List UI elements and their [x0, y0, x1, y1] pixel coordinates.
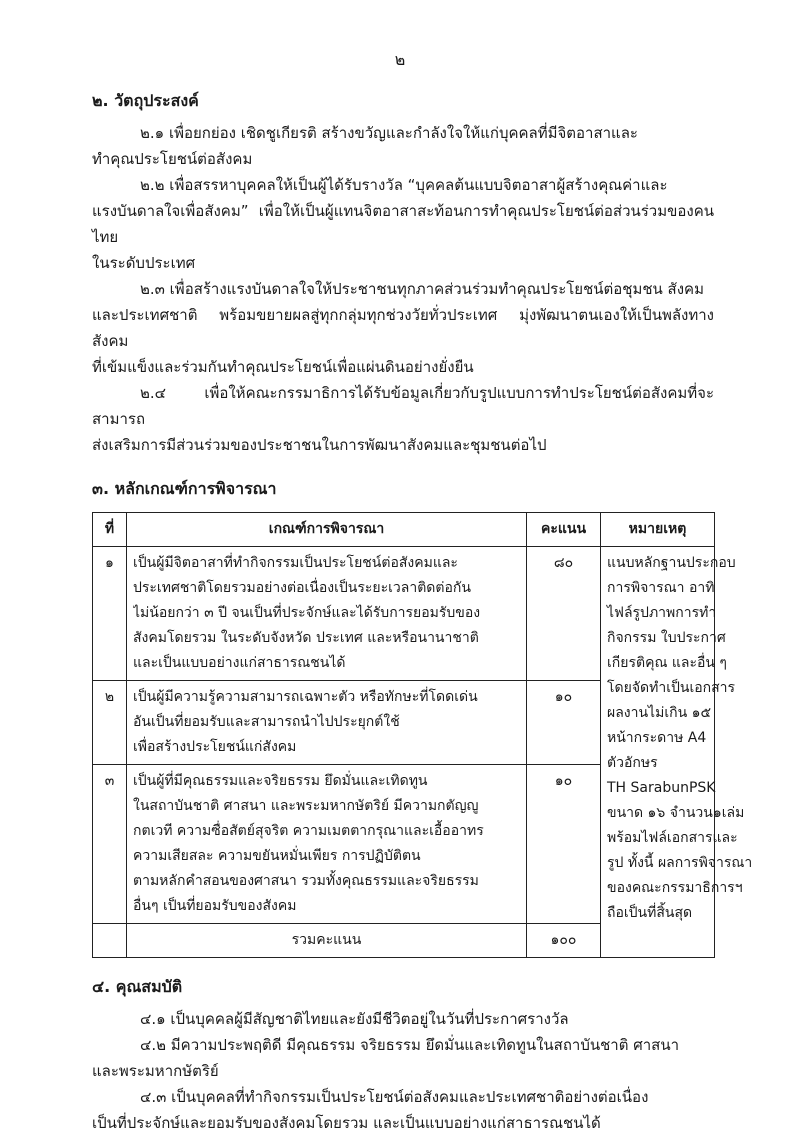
row-criteria: เป็นผู้มีความรู้ความสามารถเฉพาะตัว หรือทักษะที่โดดเด่น อันเป็นที่ยอมรับและสามารถนำไปประยุกต์ใช้ เพื่อสร้างประโยชน์แก่สังคม	[127, 681, 527, 765]
section-heading-objectives: ๒. วัตถุประสงค์	[92, 91, 199, 110]
header-note: หมายเหตุ	[601, 513, 715, 547]
row-score: ๑๐	[527, 765, 601, 924]
row-no: ๒	[93, 681, 127, 765]
criteria-table	[92, 512, 753, 958]
section-heading-qualifications: ๔. คุณสมบัติ	[92, 977, 183, 996]
total-score: ๑๐๐	[527, 924, 601, 958]
objective-2-2: ๒.๒ เพื่อสรรหาบุคคลให้เป็นผู้ได้รับรางวัล “บุคคลต้นแบบจิตอาสาผู้สร้างคุณค่าและ แรงบันดาลใจเพื่อสังคม” เพื่อให้เป็นผู้แทนจิตอาสาสะท้อนการทำคุณประโยชน์ต่อส่วนร่วมของคนไทย ในระดับประเทศ	[92, 176, 714, 272]
document-body	[92, 88, 753, 1136]
qualification-4-1: ๔.๑ เป็นบุคคลผู้มีสัญชาติไทยและยังมีชีวิตอยู่ในวันที่ประกาศรางวัล	[140, 1010, 569, 1028]
section-objectives	[92, 88, 714, 458]
section-heading-criteria: ๓. หลักเกณฑ์การพิจารณา	[92, 479, 277, 498]
total-empty-cell	[93, 924, 127, 958]
section-qualifications	[92, 974, 714, 1136]
page-number: ๒	[394, 50, 406, 69]
qualification-4-3: ๔.๓ เป็นบุคคลที่ทำกิจกรรมเป็นประโยชน์ต่อสังคมและประเทศชาติอย่างต่อเนื่อง เป็นที่ประจักษ์และยอมรับของสังคมโดยรวม และเป็นแบบอย่างแก่สาธารณชนได้	[92, 1088, 649, 1132]
row-score: ๘๐	[527, 547, 601, 681]
table-row	[93, 547, 715, 681]
row-no: ๓	[93, 765, 127, 924]
header-no: ที่	[93, 513, 127, 547]
section-criteria	[92, 476, 753, 958]
total-label: รวมคะแนน	[127, 924, 527, 958]
header-criteria: เกณฑ์การพิจารณา	[127, 513, 527, 547]
row-criteria: เป็นผู้ที่มีคุณธรรมและจริยธรรม ยึดมั่นและเทิดทูน ในสถาบันชาติ ศาสนา และพระมหากษัตริย์ มีความกตัญญู กตเวที ความซื่อสัตย์สุจริต ความเมตตากรุณาและเอื้ออาทร ความเสียสละ ความขยันหมั่นเพียร การปฏิบัติตน ตามหลักคำสอนของศาสนา รวมทั้งคุณธรรมและจริยธรรม อื่นๆ เป็นที่ยอมรับของสังคม	[127, 765, 527, 924]
qualification-4-2: ๔.๒ มีความประพฤติดี มีคุณธรรม จริยธรรม ยึดมั่นและเทิดทูนในสถาบันชาติ ศาสนา และพระมหากษัตริย์	[92, 1036, 679, 1080]
objective-2-3: ๒.๓ เพื่อสร้างแรงบันดาลใจให้ประชาชนทุกภาคส่วนร่วมทำคุณประโยชน์ต่อชุมชน สังคม และประเทศชาติ พร้อมขยายผลสู่ทุกกลุ่มทุกช่วงวัยทั่วประเทศ มุ่งพัฒนาตนเองให้เป็นพลังทางสังคม ที่เข้มแข็งและร่วมกันทำคุณประโยชน์เพื่อแผ่นดินอย่างยั่งยืน	[92, 280, 714, 376]
header-score: คะแนน	[527, 513, 601, 547]
table-header-row	[93, 513, 715, 547]
row-criteria: เป็นผู้มีจิตอาสาที่ทำกิจกรรมเป็นประโยชน์ต่อสังคมและ ประเทศชาติโดยรวมอย่างต่อเนื่องเป็นระยะเวลาติดต่อกัน ไม่น้อยกว่า ๓ ปี จนเป็นที่ประจักษ์และได้รับการยอมรับของ สังคมโดยรวม ในระดับจังหวัด ประเทศ และหรือนานาชาติ และเป็นแบบอย่างแก่สาธารณชนได้	[127, 547, 527, 681]
objective-2-1: ๒.๑ เพื่อยกย่อง เชิดชูเกียรติ สร้างขวัญและกำลังใจให้แก่บุคคลที่มีจิตอาสาและ ทำคุณประโยชน์ต่อสังคม	[92, 124, 638, 168]
note-cell: แนบหลักฐานประกอบ การพิจารณา อาทิ ไฟล์รูปภาพการทำ กิจกรรม ใบประกาศ เกียรติคุณ และอื่น ๆ โดยจัดทำเป็นเอกสาร ผลงานไม่เกิน ๑๕ หน้ากระดาษ A4 ตัวอักษร TH SarabunPSK ขนาด ๑๖ จำนวน๑เล่ม พร้อมไฟล์เอกสารและ รูป ทั้งนี้ ผลการพิจารณา ของคณะกรรมาธิการฯ ถือเป็นที่สิ้นสุด	[601, 547, 715, 958]
row-score: ๑๐	[527, 681, 601, 765]
row-no: ๑	[93, 547, 127, 681]
objective-2-4: ๒.๔ เพื่อให้คณะกรรมาธิการได้รับข้อมูลเกี่ยวกับรูปแบบการทำประโยชน์ต่อสังคมที่จะสามารถ ส่งเสริมการมีส่วนร่วมของประชาชนในการพัฒนาสังคมและชุมชนต่อไป	[92, 384, 714, 454]
